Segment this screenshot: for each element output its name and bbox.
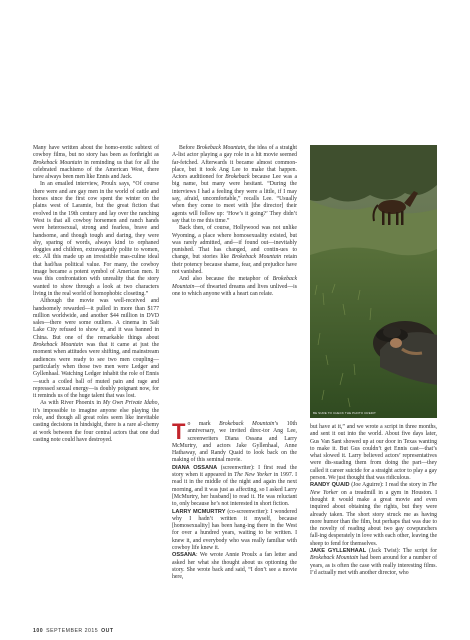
interview-answer: LARRY MCMURTRY (co-screenwriter): I wondered why I hadn’t written it myself, because [homosexuality] has been hang-ing there in the West for over a hundred years, waiting to be written. I knew it, and everybody who was really familiar with cowboy life knew it. (172, 508, 298, 552)
paragraph: Before Brokeback Mountain, the idea of a straight A-list actor playing a gay role in a hit movie seemed far-fetched. Afterwards it became almost common-place, but it took Ang Lee to make that happen. Actors auditioned for Brokeback because Lee was a big name, but many were hesitant. “During the interviews I had a feeling they were a little, if I may say, afraid, uncomfortable,” recalls Lee. “Usually when they come to meet with [the director] their agents will follow up: ‘How’s it going?’ They didn’t say that to me this time.” (172, 145, 297, 224)
interview-intro: To mark Brokeback Mountain’s 10th anniversary, we invited direc-tor Ang Lee, screenwriters Diana Ossana and Larry McMurtry, and actors Jake Gyllenhaal, Anne Hathaway, and Randy Quaid to look back on the making of this seminal movie. (172, 419, 297, 464)
page-number: 100 (33, 628, 44, 634)
interview-answer: OSSANA: We wrote Annie Proulx a fan letter and asked her what she thought about us optioning the story. She wrote back and said, “I don’t see a movie here, (172, 552, 297, 581)
photo-credit: BE SURE TO CHECK THE PHOTO CREDIT (313, 411, 376, 415)
paragraph: And also because the metaphor of Brokeback Mountain—of thwarted dreams and lives unlived—is one to which anyone with a heart can relate. (172, 276, 297, 297)
issue-date: SEPTEMBER 2015 (46, 628, 99, 634)
meadow-cowboy-illustration (310, 145, 437, 418)
interview-column-2 (172, 421, 297, 582)
article-column-1 (33, 145, 159, 444)
interview-answer: JAKE GYLLENHAAL (Jack Twist): The script for Brokeback Mountain had been around for a number of years, as is often the case with really interesting films. I’d actually met with another director, who (310, 548, 437, 576)
paragraph: As with River Phoenix in My Own Private Idaho, it’s impossible to imagine anyone else playing the role, and though all great roles seem like inevitable casting decisions in hindsight, there is a rare al-chemy at work between the four central actors that one dud casting note could have destroyed. (33, 400, 159, 443)
interview-answer: DIANA OSSANA (screenwriter): I first read the story when it appeared in The New Yorker in 1997. I read it in the middle of the night and again the next morning, and it was just as affecting, so I asked Larry [McMurtry, her husband] to read it. He was reluctant to, only because he’s not interested in short fiction. (172, 464, 297, 508)
drop-cap: T (172, 419, 186, 444)
paragraph: Many have written about the homo-erotic subtext of cowboy films, but no story has been as forthright as Brokeback Mountain in reminding us that for all the celebrated machismo of the American West, there have always been men like Ennis and Jack. (33, 145, 159, 181)
interview-answer: RANDY QUAID (Joe Aguirre): I read the story in The New Yorker on a treadmill in a gym in Houston. I thought it would make a great movie and even inquired about obtaining the rights, but they were already taken. The short story struck me as having more humor than the film, but perhaps that was due to the novelty of reading about two gay cowpunchers fall-ing desperately in love with each other, leaving the sheep to fend for themselves. (310, 482, 437, 547)
article-column-2 (172, 145, 297, 298)
page-folio (33, 628, 114, 634)
film-still-photo (310, 145, 437, 418)
speaker-name: RANDY QUAID (310, 482, 350, 489)
speaker-name: LARRY MCMURTRY (172, 508, 226, 515)
interview-answer: but have at it,” and we wrote a script in three months, and sent it out into the world. About five days later, Gus Van Sant showed up at our door in Texas wanting to make it. But Gus couldn’t get Ennis cast—that’s what slowed it. Larry believed actors’ representatives were dis-suading them from doing the part—they called it career suicide for a straight actor to play a gay person. We just thought that was ridiculous. (310, 424, 437, 482)
interview-column-3 (310, 424, 437, 577)
paragraph: In an emailed interview, Proulx says, “Of course there were and are gay men in the world of cattle and horses since the first cow spent the winter on the plains west of Laramie, but the great fiction that evolved in the 19th century and lay over the ranching West is that all cowboy horsemen and ranch hands were heterosexual, strong and fearless, brave and handsome, and though tough and daring, they were shy, sparing of words, always kind to orphaned doggies and children, extravagantly polite to women, etc. All this made up an irresistible mas-culine ideal that had/has political value. For many, the cowboy image became a potent symbol of American men. It was this confrontation with unreality that the story wanted to show through a look at two characters living in the real world of homophobic closeting.” (33, 181, 159, 297)
speaker-name: JAKE GYLLENHAAL (310, 548, 367, 555)
speaker-name: OSSANA (172, 552, 196, 559)
magazine-name: OUT (101, 628, 114, 634)
paragraph: Although the movie was well-received and handsomely rewarded—it pulled in more than $177 million worldwide, and another $44 million in DVD sales—there were some outliers. A cinema in Salt Lake City refused to show it, and it was banned in China. But one of the remarkable things about Brokeback Mountain was that it came at just the moment when attitudes were shifting, and mainstream audiences were ready to see two men coupling—particularly when those two men were Ledger and Gyllenhaal. Watching Ledger inhabit the role of Ennis—such a coiled ball of muted pain and rage and repressed sexual energy—is doubly poignant now, for it reminds us of the huge talent that was lost. (33, 298, 159, 400)
speaker-name: DIANA OSSANA (172, 464, 218, 471)
paragraph: Back then, of course, Hollywood was not unlike Wyoming, a place where homosexuality existed, but was rarely admitted, and—if found out—inevitably punished. That has changed, and contin-ues to change, but stories like Brokeback Mountain retain their potency because shame, fear, and prejudice have not vanished. (172, 225, 298, 276)
